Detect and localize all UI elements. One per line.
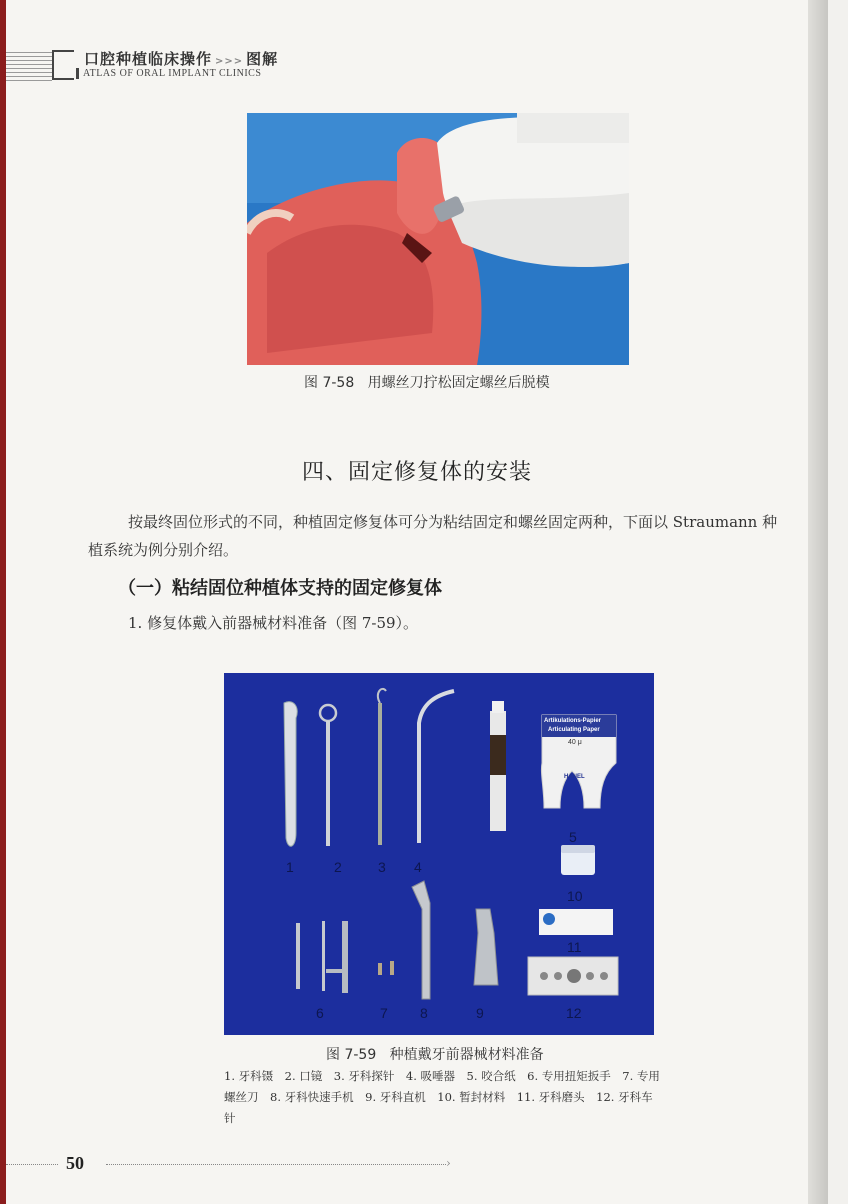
figure-number-label: 3 xyxy=(378,859,386,875)
page-number: 50 xyxy=(66,1153,84,1173)
figure-number-label: 9 xyxy=(476,1005,484,1021)
figure-7-59-legend: 1. 牙科镊 2. 口镜 3. 牙科探针 4. 吸唾器 5. 咬合纸 6. 专用扭矩扳手 7. 专用螺丝刀 8. 牙科快速手机 9. 牙科直机 10. 暂封材料 11. 牙科磨头 12. 牙科车针 xyxy=(224,1069,660,1125)
figure-7-58-caption-label: 图 7-58 xyxy=(304,375,355,391)
header-bracket xyxy=(52,50,74,80)
footer-divider-right xyxy=(106,1164,446,1165)
figure-number-label: 4 xyxy=(414,859,422,875)
footer-divider-left xyxy=(6,1164,58,1165)
header-decoration xyxy=(6,52,52,82)
figure-7-59-caption-label: 图 7-59 xyxy=(326,1047,377,1063)
body-paragraph: 按最终固位形式的不同，种植固定修复体可分为粘结固定和螺丝固定两种，下面以 Straumann 种植系统为例分别介绍。 xyxy=(88,513,778,559)
figure-7-59-photo xyxy=(224,673,654,1035)
header-arrow: >>> xyxy=(215,56,244,67)
header-title-main: 口腔种植临床操作 xyxy=(84,50,213,68)
section-heading: 四、固定修复体的安装 xyxy=(301,460,532,485)
page xyxy=(6,0,828,1204)
paper-thickness: 40 μ xyxy=(568,739,582,746)
figure-7-58-photo xyxy=(247,113,629,365)
figure-7-58-caption xyxy=(304,372,550,392)
paper-brand: HANEL xyxy=(564,774,585,780)
figure-number-label: 11 xyxy=(567,939,582,955)
figure-number-label: 6 xyxy=(316,1005,324,1021)
figure-number-label: 1 xyxy=(286,859,294,875)
figure-number-label: 8 xyxy=(420,1005,428,1021)
figure-number-label: 12 xyxy=(566,1005,582,1021)
subsection-heading: （一）粘结固位种植体支持的固定修复体 xyxy=(118,578,442,599)
figure-7-58-illustration xyxy=(247,113,629,365)
paper-text-2: Articulating Paper xyxy=(548,727,600,733)
paper-text-1: Artikulations-Papier xyxy=(544,718,602,724)
list-item-1: 1. 修复体戴入前器械材料准备（图 7-59）。 xyxy=(128,614,419,632)
figure-number-label: 10 xyxy=(567,888,583,904)
header-title-suffix: 图解 xyxy=(246,50,279,68)
header-title xyxy=(84,48,278,69)
page-edge-shadow xyxy=(808,0,828,1204)
footer-arrow-icon: › xyxy=(446,1156,451,1170)
figure-number-label: 2 xyxy=(334,859,342,875)
figure-number-label: 7 xyxy=(380,1005,388,1021)
figure-7-59-caption xyxy=(326,1044,544,1064)
figure-number-label: 5 xyxy=(569,829,577,845)
figure-7-59-caption-text: 种植戴牙前器械材料准备 xyxy=(389,1047,544,1063)
header-subtitle: ATLAS OF ORAL IMPLANT CLINICS xyxy=(76,68,261,79)
figure-7-58-caption-text: 用螺丝刀拧松固定螺丝后脱模 xyxy=(367,375,550,391)
